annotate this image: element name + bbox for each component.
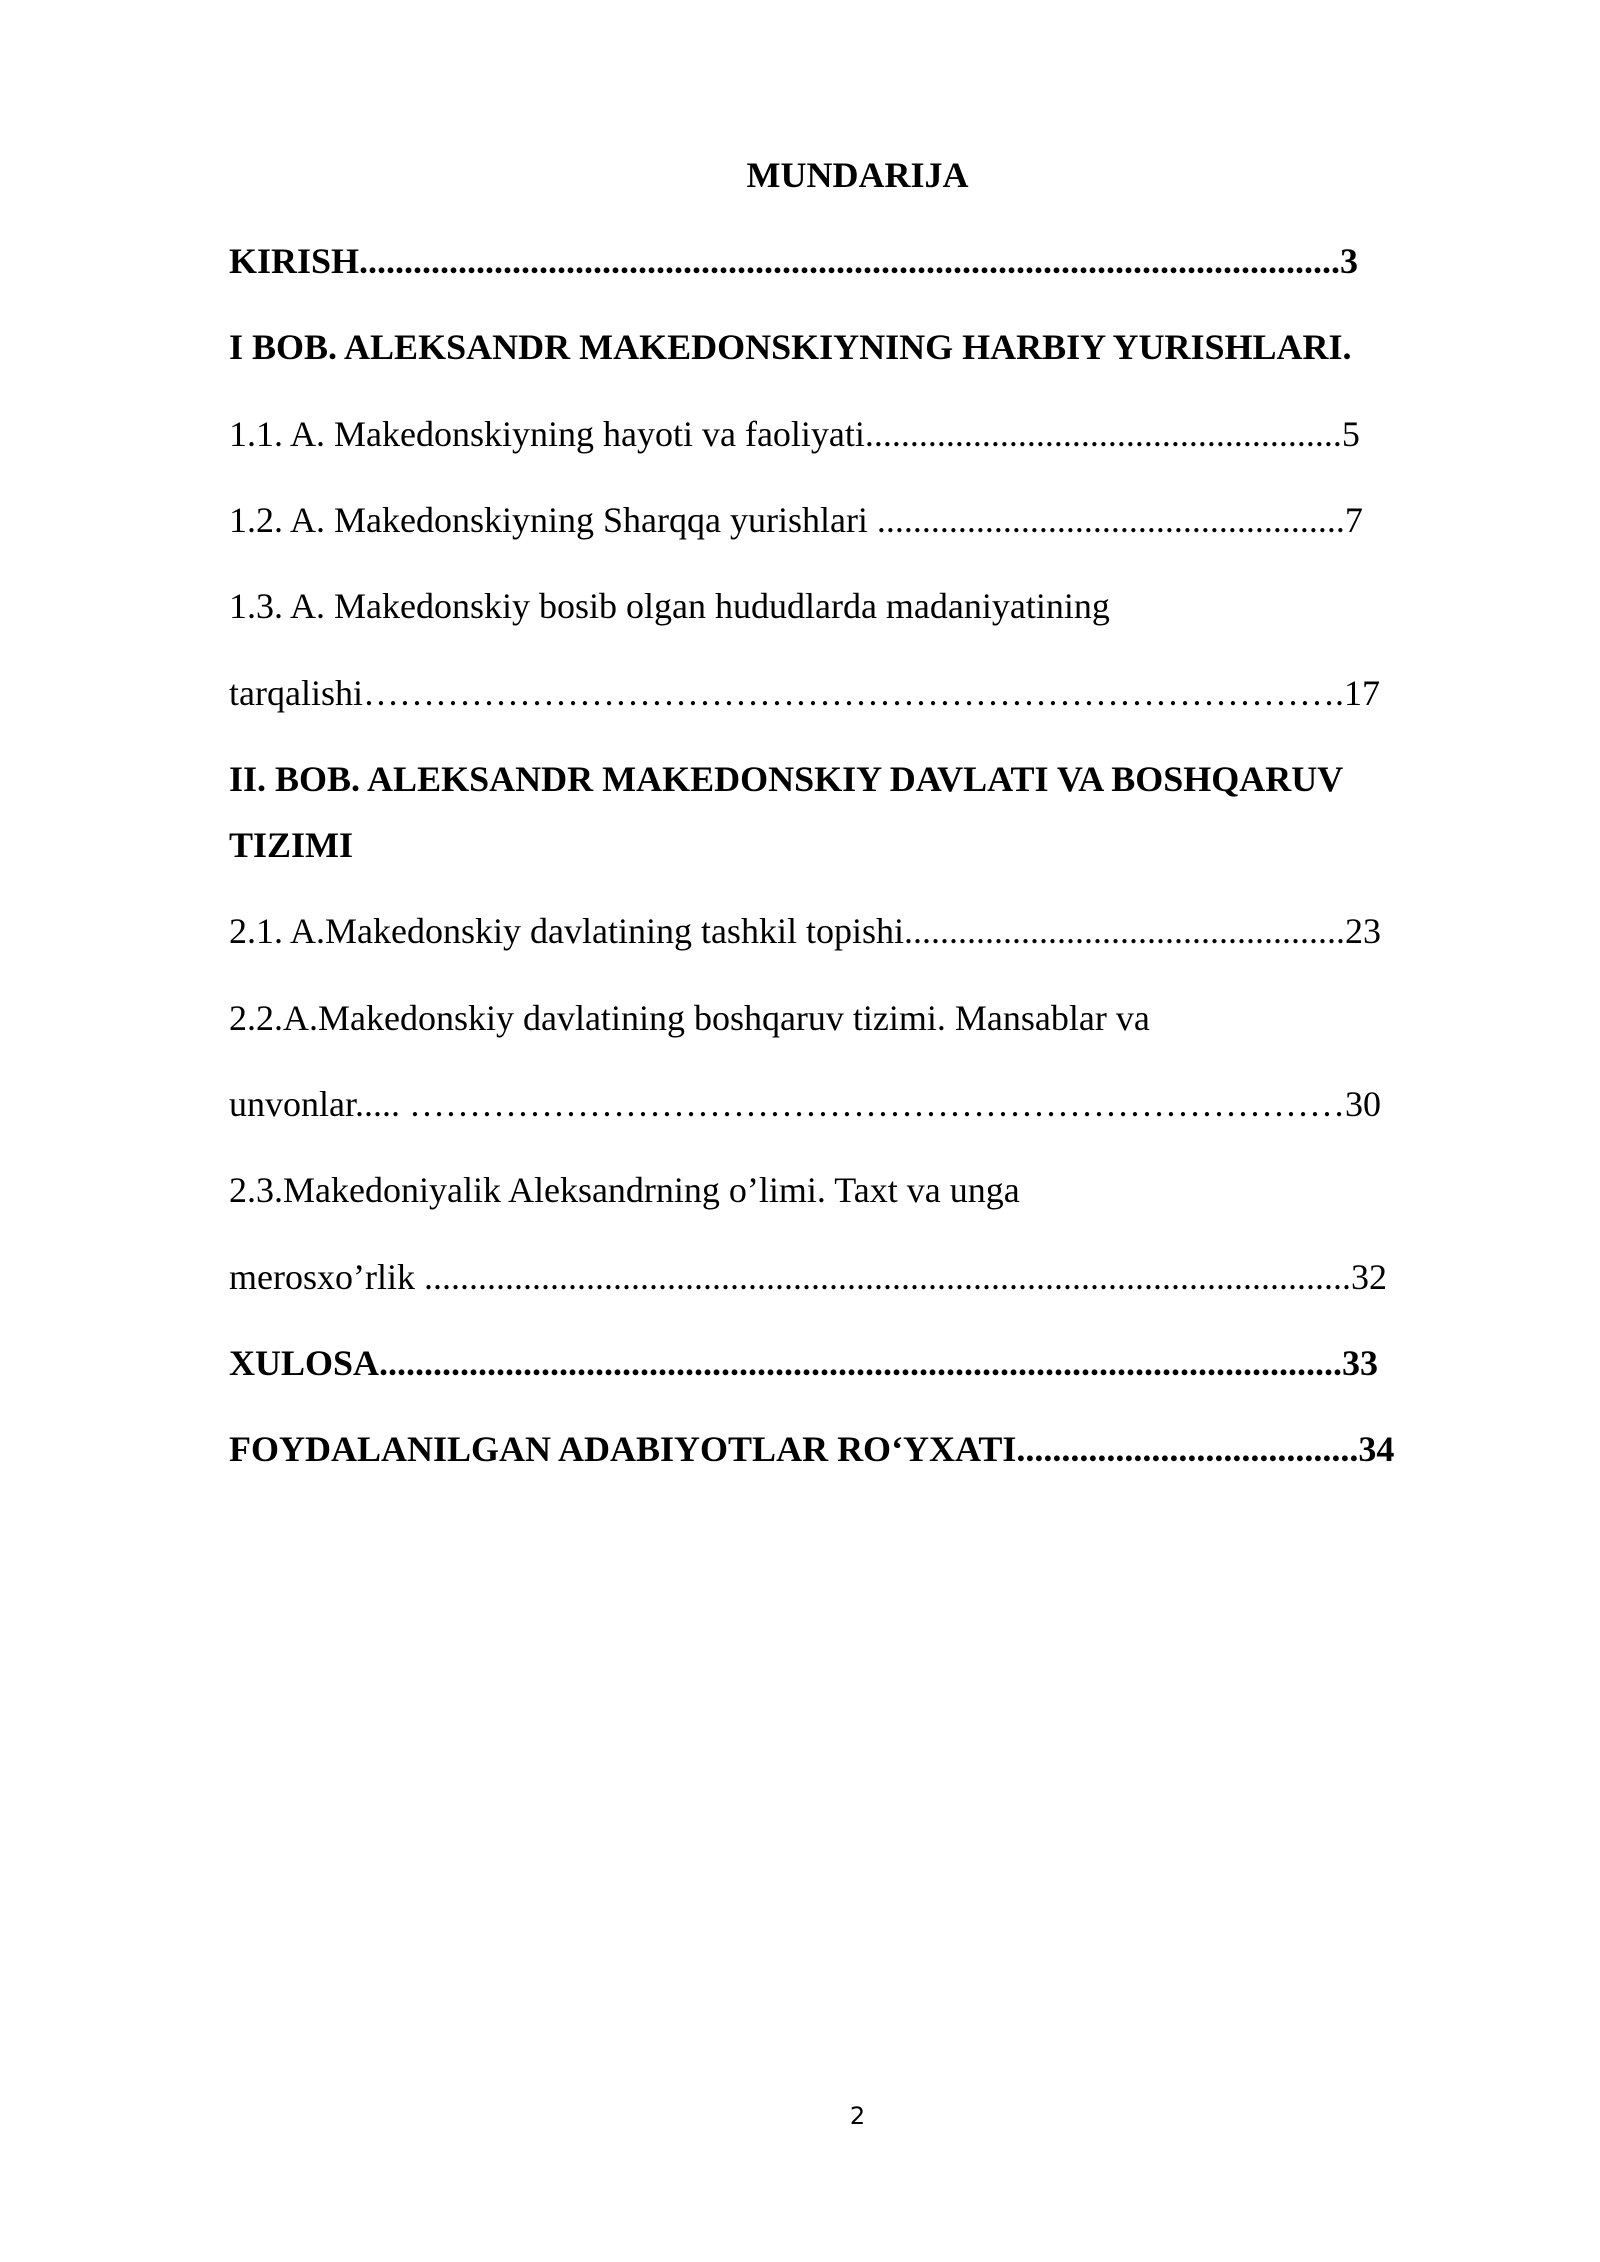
page-title: MUNDARIJA [746, 155, 969, 195]
toc-entry-kirish: KIRISH.............................................................................................................3 [229, 241, 1359, 281]
toc-entry-1-3-continued: tarqalishi……………………………………………………………………….17 [229, 673, 1380, 713]
toc-entry-2-3: 2.3.Makedoniyalik Aleksandrning o’limi. Taxt va unga [229, 1170, 1020, 1210]
toc-entry-2-3-continued: merosxo’rlik .......................................................................................................32 [229, 1257, 1387, 1297]
toc-entry-1-3: 1.3. A. Makedonskiy bosib olgan hududlarda madaniyatining [229, 586, 1110, 626]
toc-entry-2-2-continued: unvonlar..... ……………………………………………………………………30 [229, 1084, 1381, 1124]
toc-entry-adabiyotlar: FOYDALANILGAN ADABIYOTLAR RO‘YXATI......................................34 [229, 1429, 1395, 1469]
toc-entry-2-1: 2.1. A.Makedonskiy davlatining tashkil topishi.................................................23 [229, 911, 1381, 951]
toc-entry-1-1: 1.1. A. Makedonskiyning hayoti va faoliyati.....................................................5 [229, 414, 1360, 454]
toc-chapter-2: II. BOB. ALEKSANDR MAKEDONSKIY DAVLATI VA BOSHQARUV [229, 759, 1344, 799]
toc-entry-1-2: 1.2. A. Makedonskiyning Sharqqa yurishlari ....................................................7 [229, 500, 1363, 540]
page-number: 2 [849, 2102, 866, 2130]
toc-entry-2-2: 2.2.A.Makedonskiy davlatining boshqaruv tizimi. Mansablar va [229, 998, 1150, 1038]
toc-chapter-1: I BOB. ALEKSANDR MAKEDONSKIYNING HARBIY YURISHLARI. [229, 327, 1352, 367]
toc-entry-xulosa: XULOSA...........................................................................................................33 [229, 1343, 1379, 1383]
toc-chapter-2-continued: TIZIMI [229, 825, 354, 865]
